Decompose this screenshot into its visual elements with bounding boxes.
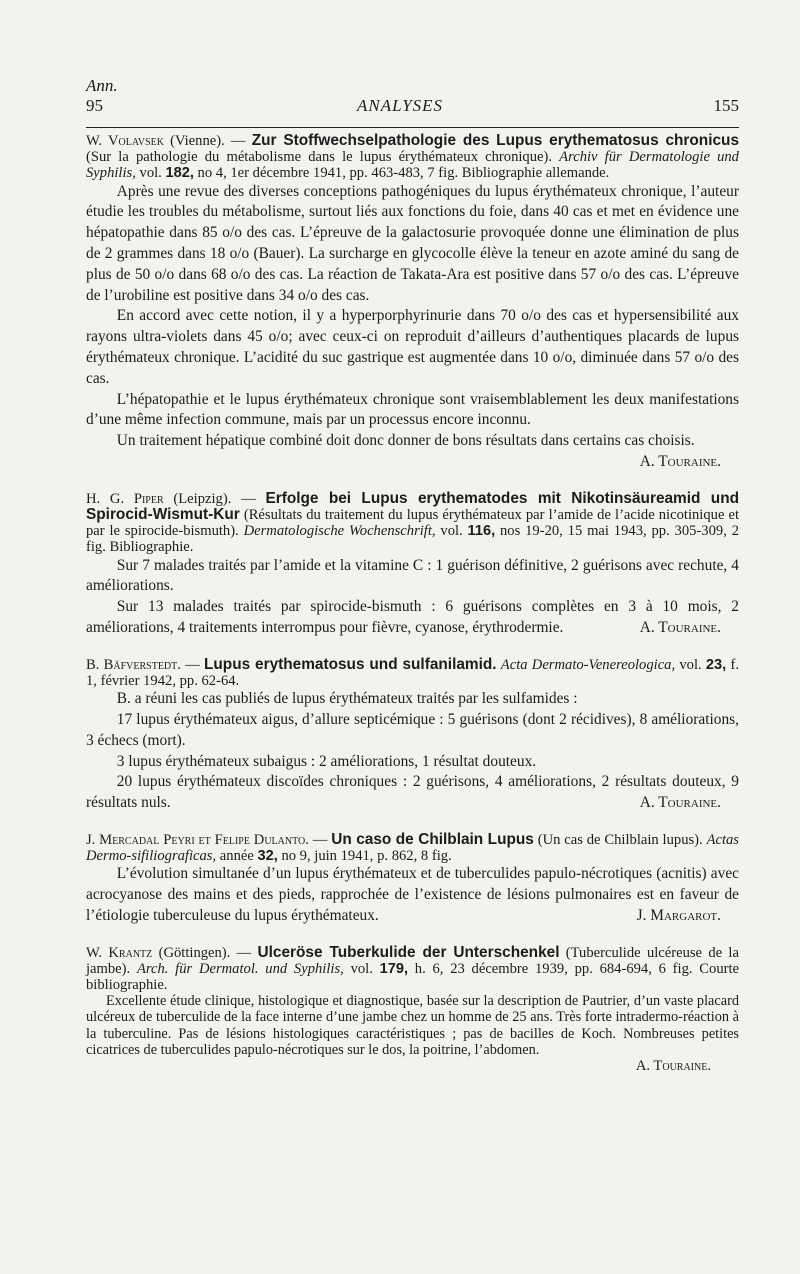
article-place: (Göttingen). —	[158, 944, 252, 961]
article-volume: 32,	[257, 848, 278, 865]
running-header-title: ANALYSES	[356, 96, 444, 115]
article-title: Zur Stoffwechselpathologie des Lupus erythematosus chronicus	[251, 132, 739, 149]
article-translation: (Résultats du traitement du lupus érythémateux par l’amide de l’acide nicotinique et par le spirocide-bismuth).	[86, 506, 739, 540]
article-reference	[86, 657, 739, 689]
article-volume: 116,	[467, 523, 496, 540]
article-journal: Archiv für Dermatologie und Syphilis,	[86, 149, 739, 182]
article-vol-prefix: vol.	[679, 656, 702, 673]
abstract-paragraph: B. a réuni les cas publiés de lupus érythémateux traités par les sulfamides :	[116, 690, 578, 708]
article-details: no 9, juin 1941, p. 862, 8 fig.	[281, 848, 452, 865]
article-reference	[86, 133, 739, 182]
abstract-paragraph-last	[86, 864, 739, 926]
abstract-paragraph: Sur 7 malades traités par l’amide et la vitamine C : 1 guérison définitive, 2 guérisons avec rechute, 4 améliorations.	[86, 556, 739, 595]
abstract-paragraph: 17 lupus érythémateux aigus, d’allure septicémique : 5 guérisons (dont 2 récidives), 8 améliorations, 3 échecs (mort).	[86, 710, 739, 749]
article-translation: (Sur la pathologie du métabolisme dans le lupus érythémateux chronique).	[86, 149, 553, 166]
abstract-paragraph-last	[86, 772, 739, 814]
abstract-paragraph-text: Sur 13 malades traités par spirocide-bismuth : 6 guérisons complètes en 3 à 10 mois, 2 améliorations, 4 traitements interrompus pour fièvre, cyanose, érythrodermie.	[86, 598, 739, 636]
article-author: W. Volavsek	[86, 133, 164, 149]
abstract-paragraph-last	[86, 597, 739, 639]
page-number: 155	[713, 96, 739, 115]
article-volume: 23,	[705, 656, 727, 673]
running-header-journal: Ann.	[86, 76, 118, 95]
abstract-krantz	[86, 945, 739, 1074]
reviewer-signature: A. Touraine.	[639, 618, 721, 636]
article-author: H. G. Piper	[86, 490, 164, 507]
article-title: Erfolge bei Lupus erythematodes mit Nikotinsäureamid und Spirocid-Wismut-Kur	[86, 489, 739, 523]
article-reference	[86, 832, 739, 864]
article-vol-prefix: année	[219, 848, 254, 865]
article-title: Ulceröse Tuberkulide der Unterschenkel	[257, 943, 560, 961]
running-header-volume: 95	[86, 96, 103, 115]
article-volume: 182,	[165, 165, 194, 182]
article-vol-prefix: vol.	[440, 523, 463, 540]
abstract-paragraph: 3 lupus érythémateux subaigus : 2 améliorations, 1 résultat douteux.	[116, 752, 537, 770]
abstract-paragraph-last	[86, 431, 739, 470]
article-title: Un caso de Chilblain Lupus	[331, 830, 534, 848]
article-place: —	[185, 656, 200, 673]
article-translation: (Un cas de Chilblain lupus).	[537, 831, 703, 848]
article-vol-prefix: vol.	[139, 165, 162, 182]
abstract-volavsek	[86, 133, 739, 473]
reviewer-signature: J. Margarot.	[636, 906, 721, 924]
article-details: nos 19-20, 15 mai 1943, pp. 305-309, 2 fig. Bibliographie.	[86, 523, 739, 556]
abstract-mercadal	[86, 832, 739, 927]
reviewer-signature: A. Touraine.	[639, 794, 721, 812]
article-journal: Acta Dermato-Venereologica,	[500, 656, 676, 673]
article-translation: (Tuberculide ulcéreuse de la jambe).	[86, 944, 739, 977]
article-reference	[86, 491, 739, 556]
abstract-paragraph: Excellente étude clinique, histologique et diagnostique, basée sur la description de Pautrier, d’un vaste placard ulcéreux de tuberculide de la face interne d’une jambe chez un homme de 25 ans. Très forte intradermo-réaction à la tuberculine. Pas de lésions histologiques caractéristiques ; pas de bacilles de Koch. Nombreuses petites cicatrices de tuberculides papulo-nécrotiques sur le dos, la poitrine, l’abdomen.	[86, 993, 739, 1058]
article-details: no 4, 1er décembre 1941, pp. 463-483, 7 fig. Bibliographie allemande.	[197, 165, 610, 182]
article-details: h. 6, 23 décembre 1939, pp. 684-694, 6 fig. Courte bibliographie.	[86, 960, 740, 994]
reviewer-signature: A. Touraine.	[635, 1057, 711, 1074]
abstract-paragraph-text: Un traitement hépatique combiné doit donc donner de bons résultats dans certains cas choisis.	[116, 432, 695, 450]
article-author: J. Mercadal Peyri et Felipe Dulanto.	[86, 831, 309, 848]
abstract-bafverstedt	[86, 657, 739, 814]
article-details: f. 1, février 1942, pp. 62-64.	[86, 656, 739, 689]
article-author: W. Krantz	[86, 944, 153, 961]
header-rule	[86, 127, 739, 128]
article-journal: Arch. für Dermatol. und Syphilis,	[136, 960, 344, 977]
article-volume: 179,	[379, 960, 409, 977]
abstract-paragraph: En accord avec cette notion, il y a hyperporphyrinurie dans 70 o/o des cas et hypersensibilité aux rayons ultra-violets dans 45 o/o; avec ceux-ci on reproduit d’ailleurs d’authentiques placards de lupus érythémateux chronique. L’acidité du suc gastrique est augmentée dans 10 o/o, diminuée dans 57 o/o des cas.	[86, 307, 739, 387]
article-vol-prefix: vol.	[350, 960, 373, 977]
reviewer-signature: A. Touraine.	[639, 452, 721, 470]
article-place: —	[312, 831, 328, 848]
article-title: Lupus erythematosus und sulfanilamid.	[204, 655, 497, 673]
abstract-paragraph: Après une revue des diverses conceptions pathogéniques du lupus érythémateux chronique, l’auteur étudie les troubles du métabolisme, surtout liés aux fonctions du foie, dans 40 cas et met en évidence une hépatopathie dans 85 o/o des cas. L’épreuve de la galactosurie provoquée donne une élimination de plus de 2 grammes dans 18 o/o (Bauer). La surcharge en glycocolle élève la teneur en azote aminé du sang de plus de 50 o/o dans 68 o/o des cas. La réaction de Takata-Ara est positive dans 57 o/o des cas. L’épreuve de l’urobiline est positive dans 34 o/o des cas.	[86, 182, 739, 304]
article-place: (Leipzig). —	[173, 490, 256, 507]
abstract-paragraph: L’hépatopathie et le lupus érythémateux chronique sont vraisemblablement les deux manifestations d’une même infection commune, mais par un processus encore inconnu.	[86, 390, 739, 429]
abstract-paragraph-text: L’évolution simultanée d’un lupus érythémateux et de tuberculides papulo-nécrotiques (acnitis) avec acrocyanose des mains et des pieds, rapprochée de l’existence de lésions pulmonaires est en faveur de l’étiologie tuberculeuse du lupus érythémateux.	[86, 865, 739, 924]
abstract-piper	[86, 491, 739, 639]
article-author: B. Bäfverstedt.	[86, 656, 181, 673]
article-place: (Vienne). —	[170, 133, 246, 149]
article-journal: Actas Dermo-sifiliograficas,	[86, 831, 739, 865]
article-reference	[86, 945, 739, 994]
article-journal: Dermatologische Wochenschrift,	[243, 523, 436, 540]
page-body	[86, 133, 739, 1092]
abstract-paragraph-text: 20 lupus érythémateux discoïdes chroniques : 2 guérisons, 4 améliorations, 2 résultats douteux, 9 résultats nuls.	[86, 773, 739, 812]
